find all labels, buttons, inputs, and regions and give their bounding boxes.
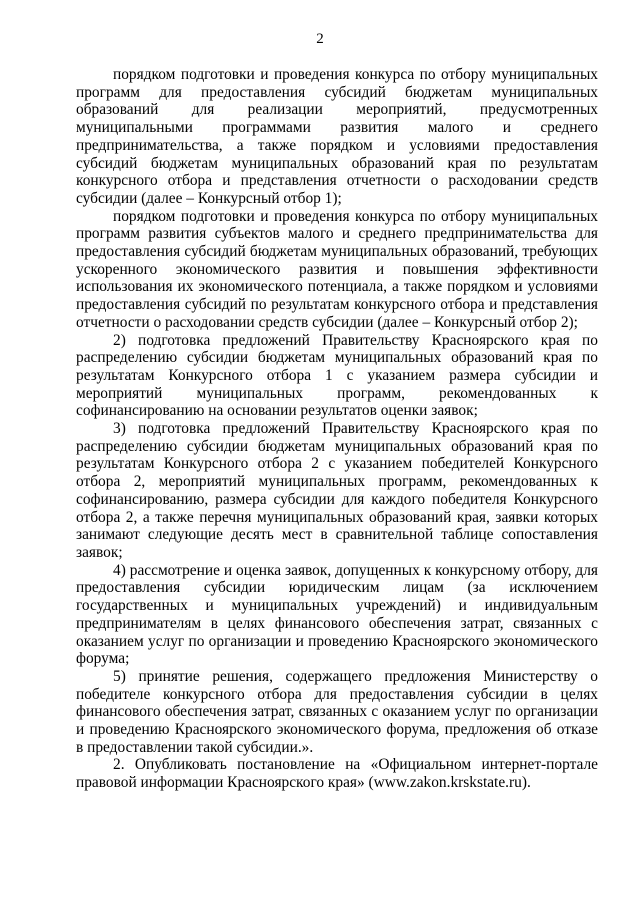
paragraph-item-3: 3) подготовка предложений Правительству Красноярского края по распределению субсидии бюджетам муниципальных образований края по результатам Конкурсного отбора 2 с указанием победителей Конкурсного отбора 2, мероприятий муниципальных программ, рекомендованных к софинансированию, размера субсидии для каждого победителя Конкурсного отбора 2, а также перечня муниципальных образований края, заявки которых занимают следующие десять мест в сравнительной таблице сопоставления заявок;	[76, 420, 598, 561]
document-body	[76, 66, 598, 792]
page-number: 2	[316, 31, 324, 47]
paragraph-contest-order-1: порядком подготовки и проведения конкурса по отбору муниципальных программ для предоставления субсидий бюджетам муниципальных образований для реализации мероприятий, предусмотренных муниципальными программами развития малого и среднего предпринимательства, а также порядком и условиями предоставления субсидий бюджетам муниципальных образований края по результатам конкурсного отбора и представления отчетности о расходовании средств субсидии (далее – Конкурсный отбор 1);	[76, 66, 598, 207]
paragraph-item-2: 2) подготовка предложений Правительству Красноярского края по распределению субсидии бюджетам муниципальных образований края по результатам Конкурсного отбора 1 с указанием размера субсидии и мероприятий муниципальных программ, рекомендованных к софинансированию на основании результатов оценки заявок;	[76, 331, 598, 420]
paragraph-publish: 2. Опубликовать постановление на «Официальном интернет-портале правовой информации Красноярского края» (www.zakon.krskstate.ru).	[76, 756, 598, 792]
paragraph-item-4: 4) рассмотрение и оценка заявок, допущенных к конкурсному отбору, для предоставления субсидии юридическим лицам (за исключением государственных и муниципальных учреждений) и индивидуальным предпринимателям в целях финансового обеспечения затрат, связанных с оказанием услуг по организации и проведению Красноярского экономического форума;	[76, 561, 598, 668]
paragraph-item-5: 5) принятие решения, содержащего предложения Министерству о победителе конкурсного отбора для предоставления субсидии в целях финансового обеспечения затрат, связанных с оказанием услуг по организации и проведению Красноярского экономического форума, предложения об отказе в предоставлении такой субсидии.».	[76, 667, 598, 756]
paragraph-contest-order-2: порядком подготовки и проведения конкурса по отбору муниципальных программ развития субъектов малого и среднего предпринимательства для предоставления субсидий бюджетам муниципальных образований, требующих ускоренного экономического развития и повышения эффективности использования их экономического потенциала, а также порядком и условиями предоставления субсидий по результатам конкурсного отбора и представления отчетности о расходовании средств субсидии (далее – Конкурсный отбор 2);	[76, 207, 598, 331]
